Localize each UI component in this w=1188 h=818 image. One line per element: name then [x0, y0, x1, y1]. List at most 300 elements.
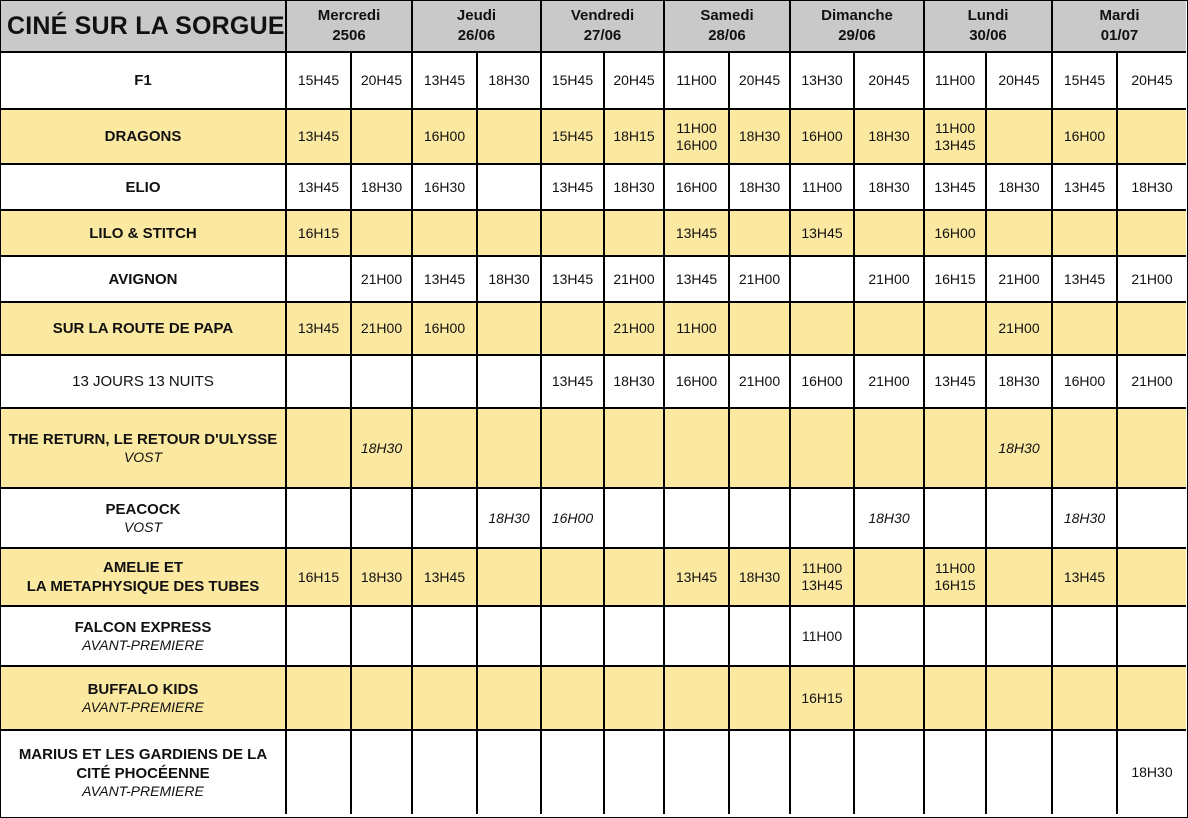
showtime: 13H45: [551, 178, 594, 195]
showtime: 18H30: [360, 178, 403, 195]
showtime: 20H45: [360, 72, 403, 88]
showtime-cell: [352, 303, 413, 356]
showtime-cell: [665, 303, 730, 356]
showtime: 13H45: [801, 577, 843, 593]
showtime: 21H00: [868, 373, 910, 389]
film-title-cell: [1, 667, 287, 731]
showtime-cell: [791, 211, 855, 257]
showtime: 18H30: [998, 373, 1040, 389]
showtime-cell: [791, 549, 855, 607]
showtime-cell: [791, 165, 855, 211]
showtime-cell: [542, 211, 605, 257]
showtime: 20H45: [998, 72, 1040, 88]
showtime-cell: [855, 53, 925, 110]
showtime-cell: [352, 211, 413, 257]
showtime-cell: [287, 257, 352, 303]
showtime-cell: [987, 607, 1053, 667]
showtime: 15H45: [551, 128, 594, 144]
showtime: 11H00: [934, 72, 976, 88]
showtime-cell: [1118, 607, 1186, 667]
showtime-cell: [605, 607, 665, 667]
film-title-line2: CITÉ PHOCÉENNE: [76, 765, 210, 782]
showtime: 20H45: [613, 72, 655, 88]
showtime-cell: [287, 607, 352, 667]
showtime: 16H00: [675, 373, 718, 389]
day-header: [925, 1, 1053, 53]
showtime-cell: [605, 303, 665, 356]
film-subtitle: AVANT-PREMIERE: [82, 699, 204, 715]
showtime-cell: [413, 165, 478, 211]
day-name: Samedi: [700, 7, 754, 24]
showtime-cell: [791, 356, 855, 409]
film-subtitle: AVANT-PREMIERE: [82, 783, 204, 799]
showtime-cell: [287, 356, 352, 409]
film-title: SUR LA ROUTE DE PAPA: [52, 320, 234, 337]
showtime: 18H30: [998, 439, 1040, 456]
showtime: 16H00: [551, 509, 594, 526]
showtime: 13H45: [675, 568, 718, 585]
showtime: 11H00: [801, 560, 843, 576]
showtime: 16H00: [801, 128, 843, 144]
showtime-cell: [855, 110, 925, 165]
showtime: 11H00: [676, 119, 717, 136]
showtime-cell: [352, 257, 413, 303]
showtime: 13H45: [934, 136, 976, 153]
showtime-cell: [791, 731, 855, 814]
showtime-cell: [665, 409, 730, 489]
showtime-cell: [352, 549, 413, 607]
showtime: 18H15: [613, 128, 655, 144]
showtime: 13H45: [934, 373, 976, 389]
showtime: 16H00: [675, 178, 718, 195]
showtime-cell: [287, 409, 352, 489]
showtime-cell: [791, 257, 855, 303]
showtime-cell: [478, 257, 542, 303]
showtime-cell: [605, 257, 665, 303]
showtime-cell: [352, 409, 413, 489]
showtime-cell: [605, 211, 665, 257]
showtime-cell: [1053, 731, 1118, 814]
showtime-cell: [925, 409, 987, 489]
day-name: Mercredi: [317, 7, 381, 24]
day-date: 27/06: [583, 27, 622, 44]
showtime-cell: [478, 409, 542, 489]
showtime-cell: [352, 53, 413, 110]
showtime-cell: [542, 53, 605, 110]
showtime-cell: [987, 731, 1053, 814]
showtime-cell: [287, 489, 352, 549]
showtime-cell: [478, 356, 542, 409]
showtime-cell: [925, 53, 987, 110]
showtime-cell: [925, 257, 987, 303]
showtime-cell: [1118, 303, 1186, 356]
film-title: 13 JOURS 13 NUITS: [72, 373, 214, 390]
showtime-cell: [413, 667, 478, 731]
showtime-cell: [605, 667, 665, 731]
day-name: Lundi: [967, 7, 1009, 24]
film-title: AVIGNON: [108, 270, 178, 288]
showtime-cell: [1118, 53, 1186, 110]
showtime-cell: [855, 165, 925, 211]
showtime: 21H00: [738, 373, 781, 389]
day-date: 2506: [332, 27, 366, 44]
showtime-cell: [287, 53, 352, 110]
showtime-cell: [605, 110, 665, 165]
film-title: F1: [134, 72, 152, 89]
showtime-cell: [1053, 667, 1118, 731]
film-title-cell: [1, 356, 287, 409]
showtime-cell: [730, 607, 791, 667]
showtime: 13H45: [675, 224, 718, 241]
showtime: 20H45: [738, 72, 781, 88]
showtime: 11H00: [676, 72, 717, 88]
showtime-cell: [855, 731, 925, 814]
showtime-cell: [925, 731, 987, 814]
showtime-cell: [478, 211, 542, 257]
showtime-cell: [287, 303, 352, 356]
showtime-cell: [855, 607, 925, 667]
day-header: [791, 1, 925, 53]
showtime-cell: [1053, 409, 1118, 489]
showtime-cell: [730, 165, 791, 211]
showtime-cell: [413, 356, 478, 409]
showtime-cell: [665, 731, 730, 814]
showtime: 21H00: [1131, 270, 1173, 287]
showtime-cell: [791, 110, 855, 165]
showtime: 18H30: [488, 72, 530, 88]
showtime-cell: [1118, 356, 1186, 409]
showtime-cell: [665, 257, 730, 303]
showtime-cell: [542, 356, 605, 409]
showtime-cell: [665, 165, 730, 211]
showtime-cell: [352, 165, 413, 211]
film-title: DRAGONS: [104, 128, 182, 145]
showtime-cell: [925, 607, 987, 667]
showtime-cell: [287, 731, 352, 814]
showtime-cell: [925, 165, 987, 211]
film-subtitle: VOST: [123, 519, 163, 535]
showtime: 16H00: [423, 320, 466, 336]
showtime-cell: [352, 731, 413, 814]
showtime-cell: [925, 110, 987, 165]
showtime: 13H45: [551, 270, 594, 287]
film-title-cell: [1, 257, 287, 303]
showtime-cell: [478, 489, 542, 549]
showtime-cell: [1053, 165, 1118, 211]
showtime-cell: [855, 489, 925, 549]
film-subtitle: VOST: [123, 449, 163, 465]
showtime-cell: [352, 667, 413, 731]
showtime: 21H00: [738, 270, 781, 287]
showtime: 15H45: [551, 72, 594, 88]
film-title: BUFFALO KIDS: [87, 681, 199, 698]
showtime: 20H45: [1131, 72, 1173, 88]
film-title-cell: [1, 731, 287, 814]
showtime: 21H00: [1131, 373, 1173, 389]
showtime: 13H45: [297, 128, 340, 144]
showtime-cell: [1053, 549, 1118, 607]
showtime-cell: [1118, 667, 1186, 731]
showtime-cell: [987, 110, 1053, 165]
showtime-cell: [855, 356, 925, 409]
showtime-cell: [542, 110, 605, 165]
showtime-cell: [605, 549, 665, 607]
showtime-cell: [287, 667, 352, 731]
showtime-cell: [478, 165, 542, 211]
showtime-cell: [1118, 489, 1186, 549]
showtime-cell: [287, 110, 352, 165]
showtime-cell: [987, 211, 1053, 257]
showtime-cell: [413, 731, 478, 814]
showtime-cell: [730, 409, 791, 489]
showtime-cell: [542, 731, 605, 814]
showtime-cell: [352, 607, 413, 667]
showtime: 16H00: [801, 373, 843, 389]
film-title-cell: [1, 549, 287, 607]
showtime-cell: [730, 549, 791, 607]
showtime-cell: [925, 211, 987, 257]
showtime-cell: [665, 356, 730, 409]
day-name: Mardi: [1099, 7, 1140, 24]
showtime-cell: [352, 110, 413, 165]
showtime: 18H30: [738, 568, 781, 585]
showtime-cell: [542, 667, 605, 731]
showtime: 21H00: [360, 270, 403, 287]
showtime: 18H30: [998, 178, 1040, 195]
showtime-cell: [605, 409, 665, 489]
showtime: 15H45: [297, 72, 340, 88]
showtime-cell: [925, 356, 987, 409]
showtime: 20H45: [868, 72, 910, 88]
film-title-line2: LA METAPHYSIQUE DES TUBES: [26, 578, 260, 595]
showtime-cell: [987, 257, 1053, 303]
showtime-cell: [665, 667, 730, 731]
showtime-cell: [287, 165, 352, 211]
showtime-cell: [987, 409, 1053, 489]
showtime-cell: [791, 667, 855, 731]
showtime-cell: [925, 303, 987, 356]
showtime-cell: [605, 731, 665, 814]
showtime-cell: [413, 257, 478, 303]
showtime-cell: [542, 549, 605, 607]
showtime-cell: [413, 53, 478, 110]
day-header: [1053, 1, 1186, 53]
showtime-cell: [413, 303, 478, 356]
film-title-cell: [1, 607, 287, 667]
showtime: 13H45: [675, 270, 718, 287]
day-header: [542, 1, 665, 53]
showtime-cell: [791, 409, 855, 489]
day-header: [287, 1, 413, 53]
showtime: 21H00: [613, 320, 655, 336]
showtime: 11H00: [934, 560, 976, 576]
showtime-cell: [987, 356, 1053, 409]
showtime-cell: [1118, 409, 1186, 489]
showtime: 18H30: [738, 128, 781, 144]
showtime-cell: [478, 667, 542, 731]
showtime-cell: [542, 607, 605, 667]
showtime-cell: [730, 667, 791, 731]
showtime: 13H45: [423, 270, 466, 287]
day-name: Jeudi: [456, 7, 497, 24]
showtime-cell: [413, 489, 478, 549]
showtime-cell: [1053, 257, 1118, 303]
showtime-cell: [605, 356, 665, 409]
film-title: PEACOCK: [105, 501, 181, 518]
showtime-cell: [542, 489, 605, 549]
film-title: AMELIE ET: [102, 559, 183, 576]
showtime: 11H00: [934, 119, 976, 136]
showtime: 15H45: [1063, 72, 1106, 88]
showtime: 11H00: [801, 627, 843, 644]
showtime-cell: [413, 607, 478, 667]
showtime: 18H30: [868, 509, 910, 526]
day-name: Dimanche: [821, 7, 893, 24]
showtime-cell: [925, 489, 987, 549]
showtime: 16H00: [423, 128, 466, 144]
film-title: FALCON EXPRESS: [74, 619, 212, 636]
showtime: 13H45: [423, 568, 466, 585]
showtime-cell: [987, 303, 1053, 356]
day-date: 29/06: [838, 27, 876, 44]
film-title-cell: [1, 303, 287, 356]
showtime-cell: [605, 489, 665, 549]
showtime-cell: [413, 409, 478, 489]
showtime-cell: [478, 110, 542, 165]
showtime: 13H45: [934, 178, 976, 195]
film-title: MARIUS ET LES GARDIENS DE LA: [18, 746, 268, 763]
showtime-cell: [413, 211, 478, 257]
showtime-cell: [730, 356, 791, 409]
showtime-cell: [665, 53, 730, 110]
film-title: ELIO: [125, 178, 161, 196]
showtime-cell: [987, 667, 1053, 731]
showtime-cell: [665, 211, 730, 257]
showtime-cell: [730, 489, 791, 549]
showtime: 18H30: [488, 509, 530, 526]
film-title-cell: [1, 489, 287, 549]
showtime-cell: [1053, 110, 1118, 165]
showtime: 16H15: [934, 270, 976, 287]
showtime-cell: [855, 257, 925, 303]
showtime: 18H30: [1131, 764, 1173, 780]
film-title-cell: [1, 110, 287, 165]
showtime: 16H15: [297, 568, 340, 585]
showtime-cell: [987, 165, 1053, 211]
showtime-cell: [665, 489, 730, 549]
showtime-cell: [987, 549, 1053, 607]
showtime-cell: [665, 110, 730, 165]
showtime-cell: [730, 257, 791, 303]
showtime: 16H30: [423, 178, 466, 195]
day-date: 30/06: [969, 27, 1007, 44]
showtime: 16H15: [801, 689, 843, 706]
showtime: 13H45: [1063, 178, 1106, 195]
film-subtitle: AVANT-PREMIERE: [82, 637, 204, 653]
showtime-cell: [1053, 303, 1118, 356]
showtime: 18H30: [360, 439, 403, 456]
film-title: THE RETURN, LE RETOUR D'ULYSSE: [8, 431, 278, 448]
showtime-cell: [1053, 53, 1118, 110]
showtime-cell: [1118, 211, 1186, 257]
showtime-cell: [542, 257, 605, 303]
showtime-cell: [542, 303, 605, 356]
showtime-cell: [925, 667, 987, 731]
showtime: 18H30: [868, 178, 910, 195]
showtime: 13H45: [423, 72, 466, 88]
showtime: 13H45: [1063, 270, 1106, 287]
showtime-cell: [791, 489, 855, 549]
showtime-cell: [925, 549, 987, 607]
film-title-cell: [1, 211, 287, 257]
showtime: 21H00: [360, 320, 403, 336]
showtime: 11H00: [676, 320, 717, 336]
showtime: 16H15: [297, 224, 340, 241]
showtime-cell: [478, 731, 542, 814]
showtime: 16H00: [1063, 373, 1106, 389]
showtime: 13H45: [1063, 568, 1106, 585]
showtime-cell: [1118, 257, 1186, 303]
showtime-cell: [791, 607, 855, 667]
day-name: Vendredi: [570, 7, 635, 24]
showtime-cell: [730, 303, 791, 356]
day-header: [665, 1, 791, 53]
showtime-cell: [478, 303, 542, 356]
showtime-cell: [287, 211, 352, 257]
showtime-cell: [1053, 211, 1118, 257]
showtime-cell: [665, 607, 730, 667]
film-title-cell: [1, 409, 287, 489]
showtime-cell: [413, 549, 478, 607]
showtime: 18H30: [868, 128, 910, 144]
showtime-cell: [1118, 549, 1186, 607]
showtime: 16H00: [934, 224, 976, 241]
showtime-cell: [791, 53, 855, 110]
showtime: 18H30: [613, 178, 655, 195]
showtime: 21H00: [998, 320, 1040, 336]
showtime: 13H45: [297, 320, 340, 336]
showtime: 11H00: [801, 178, 843, 195]
showtime: 21H00: [613, 270, 655, 287]
showtime-cell: [1118, 731, 1186, 814]
showtime-cell: [791, 303, 855, 356]
showtime-cell: [987, 53, 1053, 110]
showtime-cell: [287, 549, 352, 607]
day-header: [413, 1, 542, 53]
showtime-cell: [730, 211, 791, 257]
showtime: 13H45: [297, 178, 340, 195]
showtime: 13H30: [801, 72, 843, 88]
showtime-cell: [730, 53, 791, 110]
showtime-cell: [730, 731, 791, 814]
showtime: 13H45: [801, 224, 843, 241]
showtime: 21H00: [998, 270, 1040, 287]
showtime: 21H00: [868, 270, 910, 287]
showtime-cell: [478, 607, 542, 667]
showtime-cell: [1053, 489, 1118, 549]
schedule-title: CINÉ SUR LA SORGUE: [1, 1, 287, 53]
film-title-cell: [1, 53, 287, 110]
showtime-cell: [478, 549, 542, 607]
showtime-cell: [855, 549, 925, 607]
showtime: 18H30: [738, 178, 781, 195]
showtime: 18H30: [488, 270, 530, 287]
showtime-cell: [855, 303, 925, 356]
showtime: 13H45: [551, 373, 594, 389]
showtime: 16H15: [934, 577, 976, 593]
showtime-cell: [413, 110, 478, 165]
showtime: 16H00: [1063, 128, 1106, 144]
